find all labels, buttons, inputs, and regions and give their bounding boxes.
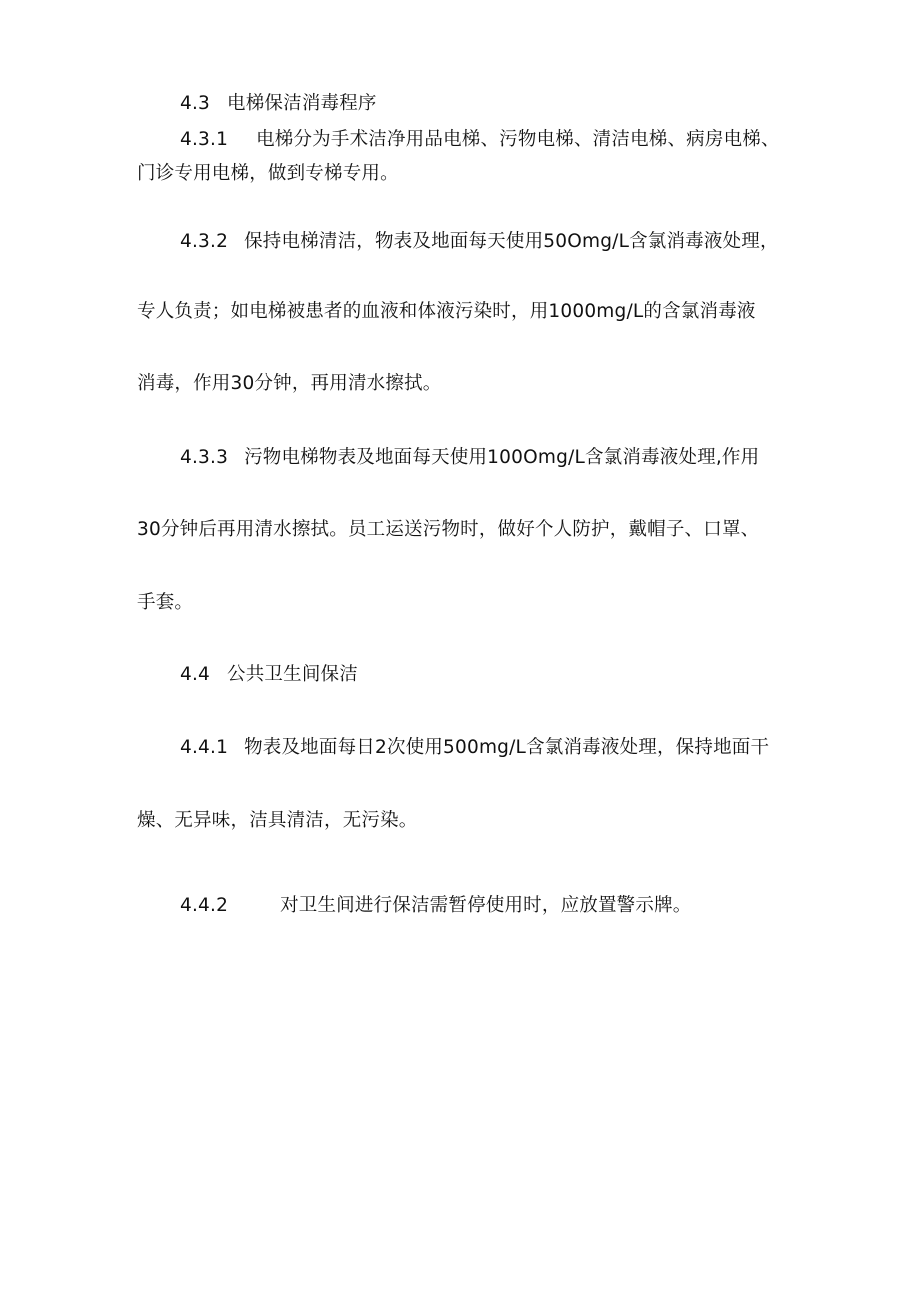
paragraph-text: 专人负责；如电梯被患者的血液和体液污染时，用1000mg/L的含氯消毒液 xyxy=(137,301,756,322)
item-number: 4.3.3 xyxy=(180,447,229,468)
paragraph-text: 物表及地面每日2次使用500mg/L含氯消毒液处理，保持地面干 xyxy=(244,737,770,758)
section-heading-4-4 xyxy=(180,663,358,687)
paragraph-text: 手套。 xyxy=(137,592,194,613)
paragraph-4-3-3-line-1 xyxy=(180,446,759,470)
section-number: 4.3 xyxy=(180,93,211,114)
section-heading-4-3 xyxy=(180,92,377,116)
item-number: 4.4.1 xyxy=(180,737,229,758)
paragraph-4-3-2-line-2 xyxy=(137,300,756,324)
paragraph-text: 保持电梯清洁，物表及地面每天使用50Omg/L含氯消毒液处理， xyxy=(244,231,779,252)
paragraph-4-4-1-line-2 xyxy=(137,809,418,833)
paragraph-text: 对卫生间进行保洁需暂停使用时，应放置警示牌。 xyxy=(280,895,692,916)
item-number: 4.3.1 xyxy=(180,129,229,150)
paragraph-4-3-2-line-1 xyxy=(180,230,779,254)
paragraph-4-3-1-line-2 xyxy=(137,162,399,186)
paragraph-text: 门诊专用电梯，做到专梯专用。 xyxy=(137,163,399,184)
paragraph-text: 消毒，作用30分钟，再用清水擦拭。 xyxy=(137,373,442,394)
paragraph-text: 燥、无异味，洁具清洁，无污染。 xyxy=(137,810,418,831)
paragraph-4-3-2-line-3 xyxy=(137,372,441,396)
paragraph-4-4-2-line-1 xyxy=(180,894,691,918)
item-number: 4.4.2 xyxy=(180,895,229,916)
paragraph-text: 30分钟后再用清水擦拭。员工运送污物时，做好个人防护，戴帽子、口罩、 xyxy=(137,519,760,540)
paragraph-4-3-1-line-1 xyxy=(180,128,780,152)
paragraph-text: 污物电梯物表及地面每天使用100Omg/L含氯消毒液处理,作用 xyxy=(244,447,760,468)
section-number: 4.4 xyxy=(180,664,211,685)
section-title: 公共卫生间保洁 xyxy=(227,664,358,685)
item-number: 4.3.2 xyxy=(180,231,229,252)
paragraph-4-4-1-line-1 xyxy=(180,736,769,760)
paragraph-4-3-3-line-3 xyxy=(137,591,193,615)
paragraph-text: 电梯分为手术洁净用品电梯、污物电梯、清洁电梯、病房电梯、 xyxy=(256,129,780,150)
paragraph-4-3-3-line-2 xyxy=(137,518,759,542)
section-title: 电梯保洁消毒程序 xyxy=(227,93,377,114)
